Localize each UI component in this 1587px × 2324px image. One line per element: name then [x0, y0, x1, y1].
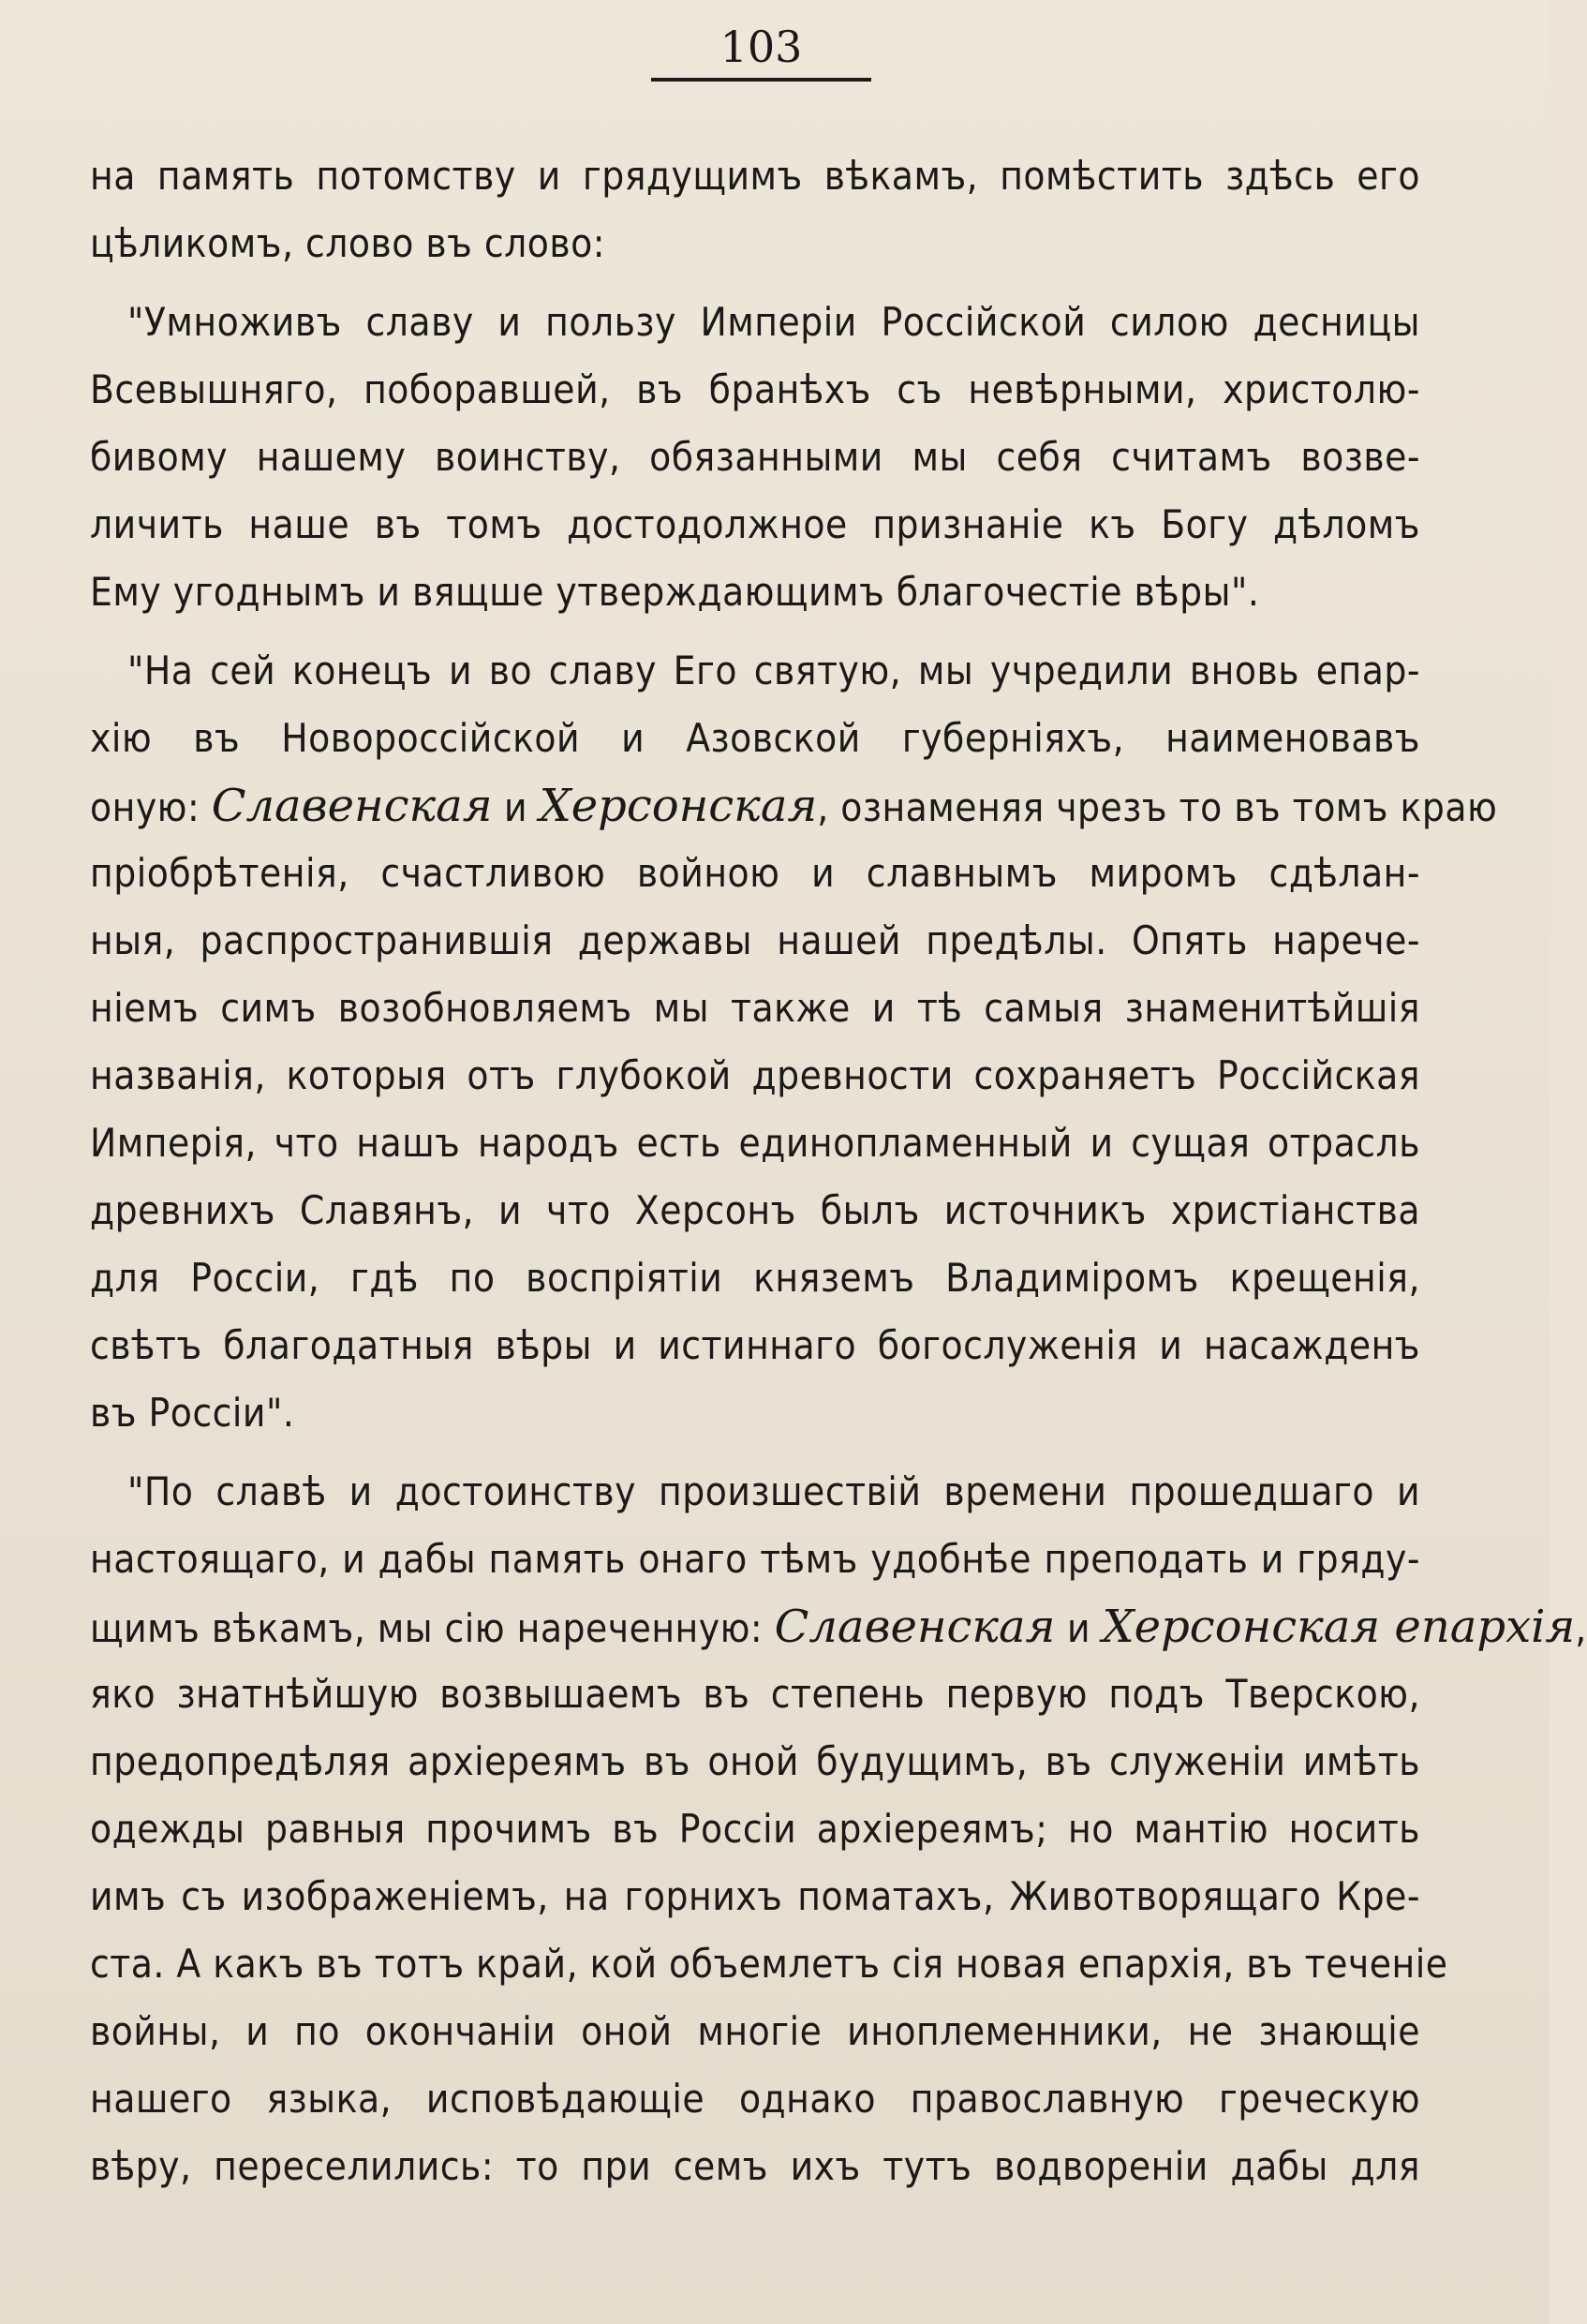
- text-run: оную:: [90, 784, 212, 830]
- text-line: яко знатнѣйшую возвышаемъ въ степень первую подъ Тверскою,: [90, 1671, 1420, 1717]
- page-number: 103: [719, 22, 803, 72]
- text-line: вѣру, переселились: то при семъ ихъ тутъ водвореніи дабы для: [90, 2143, 1420, 2189]
- text-line: нашего языка, исповѣдающіе однако православную греческую: [90, 2076, 1420, 2122]
- text-line: ста. А какъ въ тотъ край, кой объемлетъ сія новая епархія, въ теченіе: [90, 1941, 1448, 1987]
- text-line: хію въ Новороссійской и Азовской губерніяхъ, наименовавъ: [90, 715, 1420, 761]
- text-line: въ Россіи".: [90, 1390, 295, 1436]
- text-run: и: [1055, 1605, 1103, 1651]
- italic-diocese-name: Славенская: [211, 780, 493, 832]
- text-line: Имперія, что нашъ народъ есть единопламенный и сущая отрасль: [90, 1120, 1420, 1166]
- text-line: Ему угоднымъ и вящше утверждающимъ благочестіе вѣры".: [90, 569, 1260, 615]
- italic-diocese-name: Херсонская епархія: [1102, 1601, 1576, 1653]
- text-line: "По славѣ и достоинству произшествій времени прошедшаго и: [127, 1468, 1420, 1514]
- text-line: "Умноживъ славу и пользу Имперіи Россійской силою десницы: [127, 299, 1420, 345]
- header-rule: [651, 78, 871, 82]
- paragraph-gap: [90, 277, 1420, 289]
- text-line: войны, и по окончаніи оной многіе иноплеменники, не знающіе: [90, 2008, 1420, 2054]
- text-line: предопредѣляя архіереямъ въ оной будущимъ, въ служеніи имѣть: [90, 1738, 1420, 1784]
- italic-diocese-name: Славенская: [774, 1601, 1056, 1653]
- text-line: пріобрѣтенія, счастливою войною и славнымъ миромъ сдѣлан-: [90, 850, 1420, 896]
- text-run: ,: [1575, 1605, 1587, 1651]
- text-line: "На сей конецъ и во славу Его святую, мы учредили вновь епар-: [127, 648, 1420, 693]
- text-line: цѣликомъ, слово въ слово:: [90, 220, 606, 266]
- text-line: на память потомству и грядущимъ вѣкамъ, помѣстить здѣсь его: [90, 153, 1420, 199]
- body-text: [90, 142, 1587, 2200]
- paragraph-gap: [90, 1447, 1420, 1458]
- text-run: , ознаменяя чрезъ то въ томъ краю: [817, 784, 1498, 830]
- text-line: ныя, распространившія державы нашей предѣлы. Опять нарече-: [90, 917, 1420, 963]
- text-line: Всевышняго, поборавшей, въ бранѣхъ съ невѣрными, христолю-: [90, 366, 1420, 412]
- italic-diocese-name: Херсонская: [539, 780, 818, 832]
- text-line: [90, 772, 1498, 840]
- text-line: древнихъ Славянъ, и что Херсонъ былъ источникъ христіанства: [90, 1187, 1420, 1233]
- text-line: для Россіи, гдѣ по воспріятіи княземъ Владиміромъ крещенія,: [90, 1255, 1420, 1301]
- text-line: [90, 1593, 1587, 1661]
- text-line: имъ съ изображеніемъ, на горнихъ поматахъ, Животворящаго Кре-: [90, 1873, 1420, 1919]
- text-line: свѣтъ благодатныя вѣры и истиннаго богослуженія и насажденъ: [90, 1322, 1420, 1368]
- text-line: названія, которыя отъ глубокой древности сохраняетъ Россійская: [90, 1052, 1420, 1098]
- text-line: бивому нашему воинству, обязанными мы себя считамъ возве-: [90, 434, 1420, 480]
- text-run: щимъ вѣкамъ, мы сію нареченную:: [90, 1605, 775, 1651]
- text-run: и: [492, 784, 540, 830]
- text-line: настоящаго, и дабы память онаго тѣмъ удобнѣе преподать и гряду-: [90, 1536, 1420, 1582]
- text-line: личить наше въ томъ достодолжное признаніе къ Богу дѣломъ: [90, 501, 1420, 547]
- text-line: ніемъ симъ возобновляемъ мы также и тѣ самыя знаменитѣйшія: [90, 985, 1420, 1031]
- paragraph-gap: [90, 626, 1420, 637]
- text-line: одежды равныя прочимъ въ Россіи архіереямъ; но мантію носить: [90, 1806, 1420, 1852]
